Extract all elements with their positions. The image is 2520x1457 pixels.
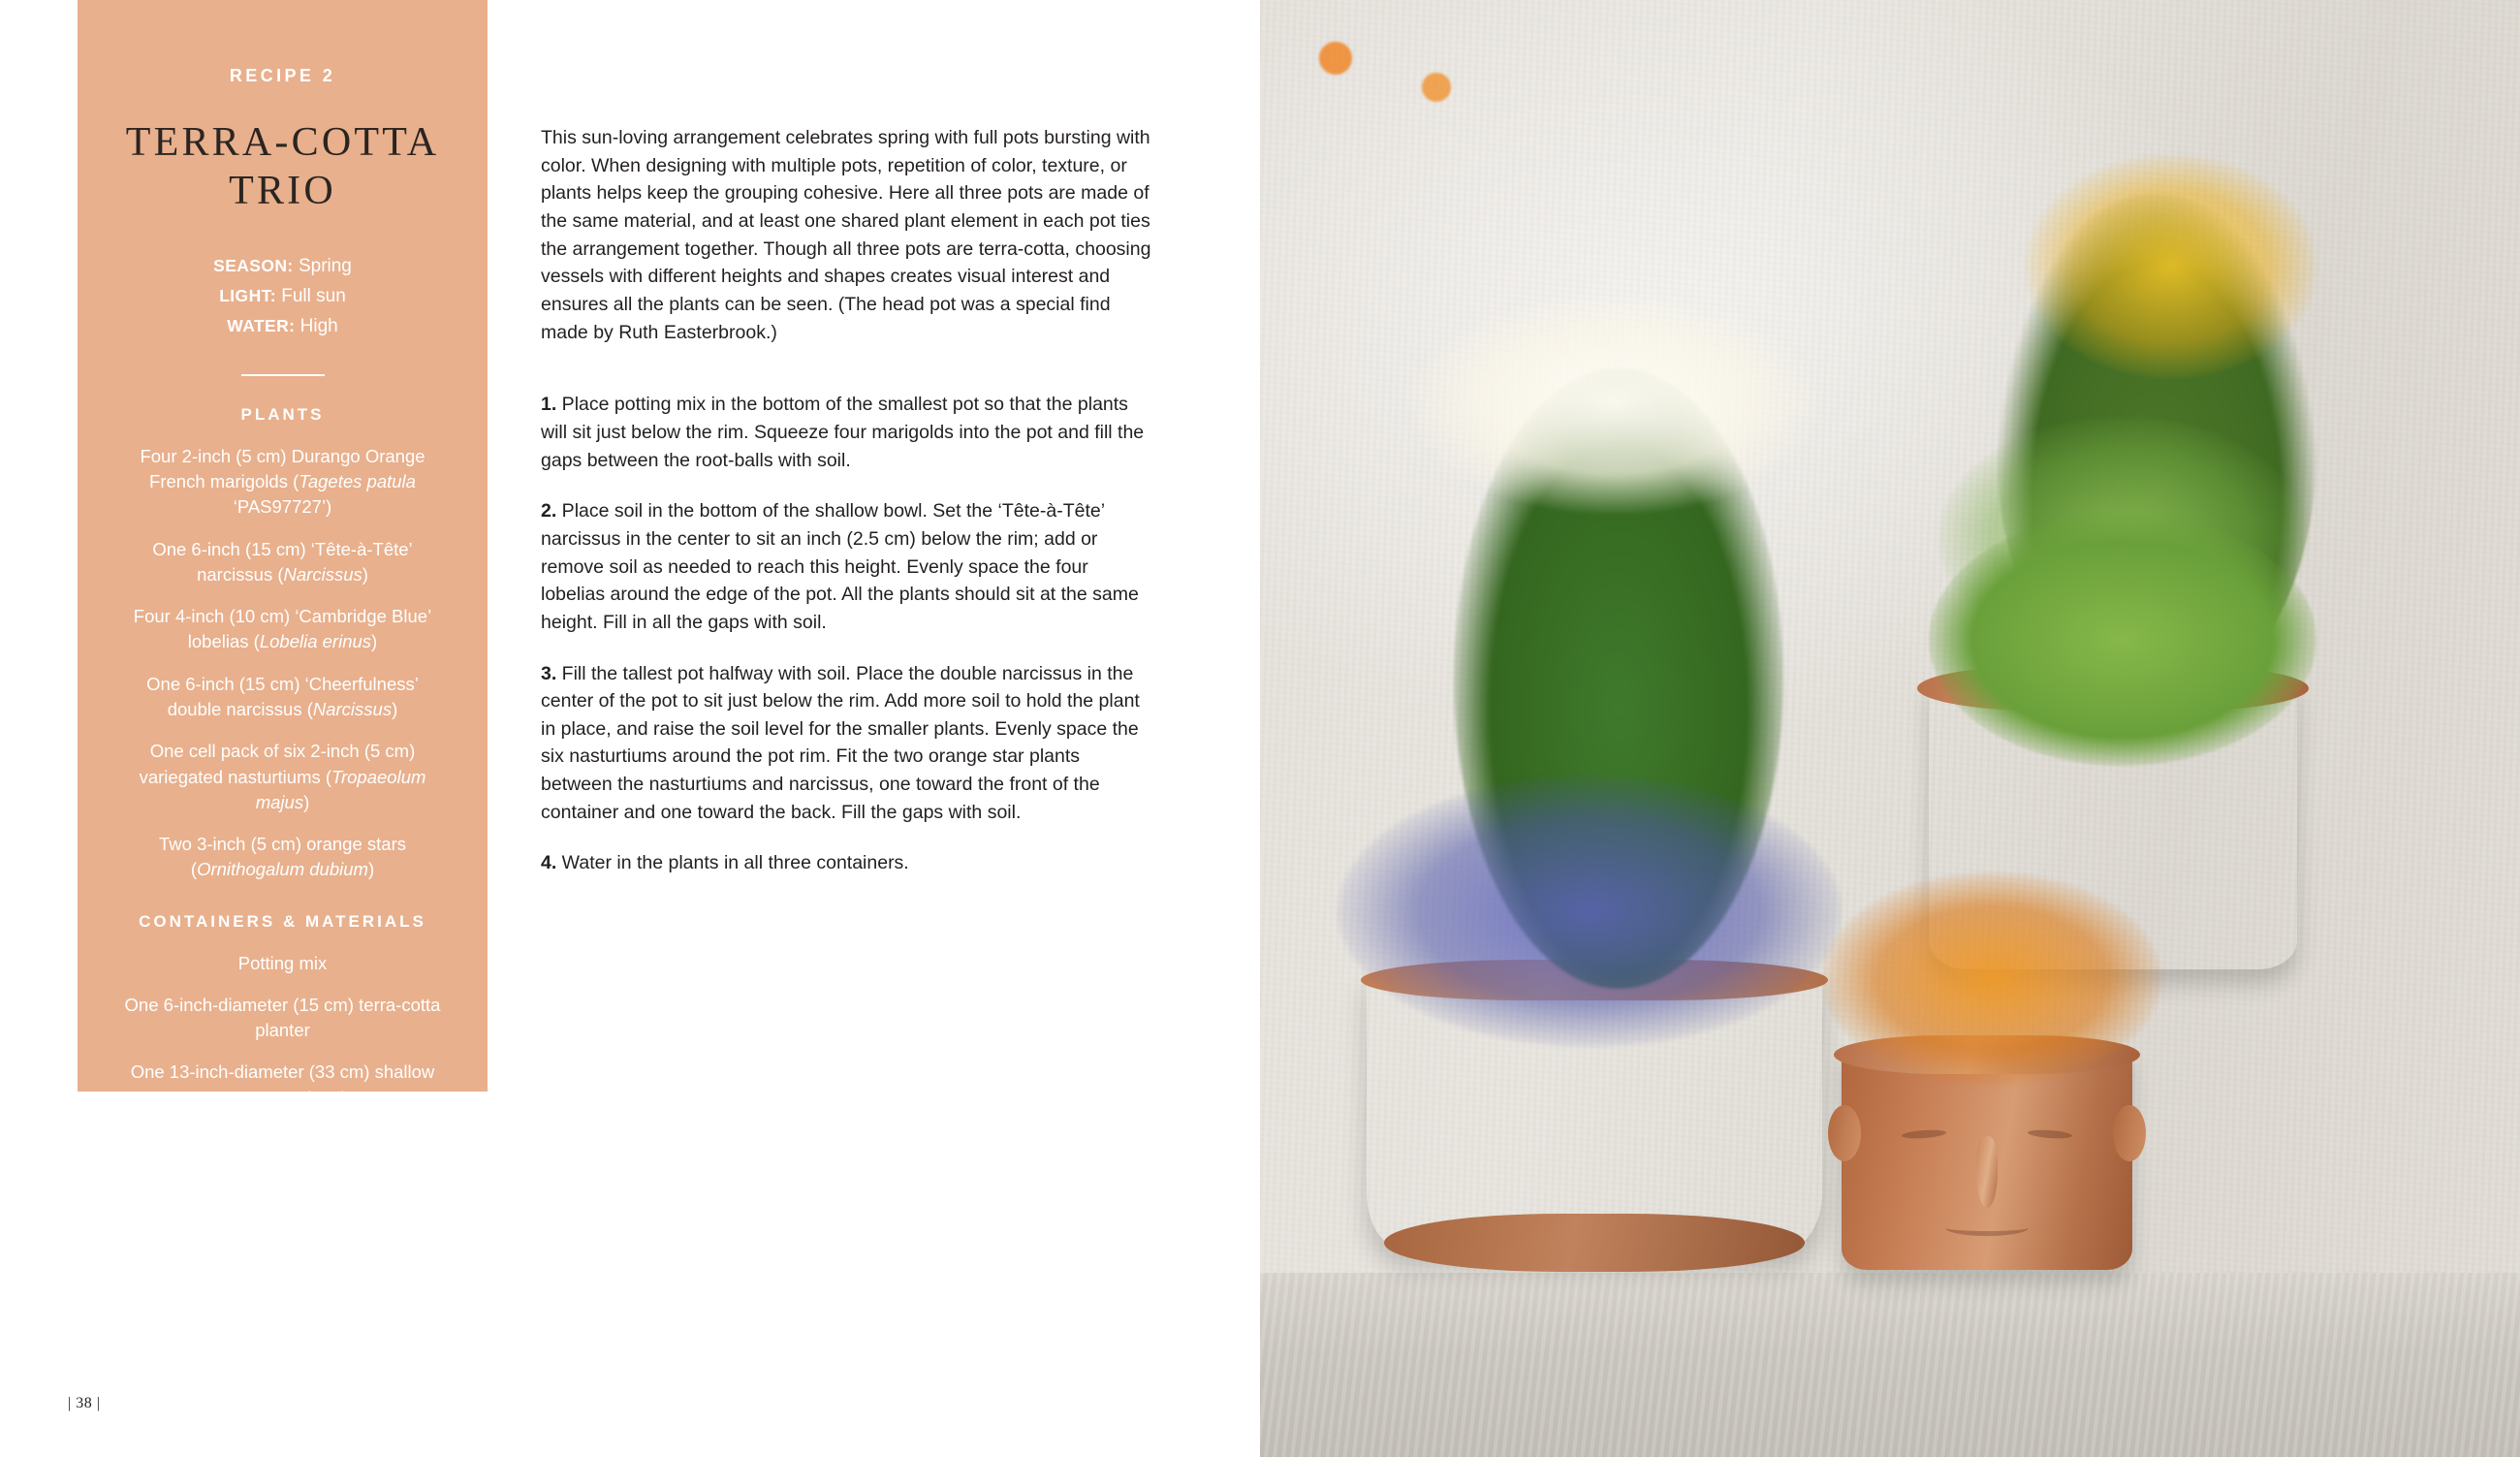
- list-item: [124, 444, 441, 521]
- meta-water-label: WATER:: [227, 315, 296, 335]
- plant-text: One 6-inch (15 cm) ‘Tête-à-Tête’ narcissus (: [152, 538, 413, 585]
- recipe-number: RECIPE 2: [229, 66, 336, 85]
- list-item: One 10-inch-diameter (25 cm) terra-cotta planter: [139, 1128, 426, 1176]
- head-pot-eye-right: [2028, 1128, 2072, 1139]
- plants-heading: PLANTS: [240, 404, 325, 424]
- mid-foliage: [1929, 514, 2316, 766]
- step-2-number: 2.: [541, 500, 557, 523]
- sidebar-divider: [241, 374, 325, 376]
- plant-text: One 6-inch (15 cm) ‘Cheerfulness’ double narcissus (: [146, 673, 419, 720]
- list-item: One 13-inch-diameter (33 cm) shallow terra-cotta bowl: [130, 1061, 435, 1108]
- recipe-title-line-2: TRIO: [229, 168, 336, 213]
- step-1: [541, 391, 1156, 474]
- meta-season: [124, 252, 441, 282]
- step-2-text: Place soil in the bottom of the shallow bowl. Set the ‘Tête-à-Tête’ narcissus in the center to sit an inch (2.5 cm) below the rim; add or remove soil as needed to reach this height. Evenly space the four lobelias around the edge of the pot. All the plants should sit at the same height. Fill in all the gaps with soil.: [541, 500, 1139, 633]
- step-3-text: Fill the tallest pot halfway with soil. Place the double narcissus in the center of the pot to sit just below the rim. Add more soil to hold the plant in place, and raise the soil level for the smaller plants. Evenly space the six nasturtiums around the pot rim. Fit the two orange star plants between the nasturtiums and narcissus, one toward the front of the container and one toward the back. Fill the gaps with soil.: [541, 662, 1140, 823]
- plant-text: One cell pack of six 2-inch (5 cm) variegated nasturtiums (: [139, 741, 416, 787]
- blue-lobelia-flowers: [1338, 776, 1842, 1047]
- list-item: [124, 604, 441, 655]
- meta-water-value: High: [295, 315, 338, 336]
- list-item: One 6-inch-diameter (15 cm) terra-cotta planter: [124, 994, 441, 1041]
- step-4: [541, 849, 1156, 877]
- table-surface: [1260, 1273, 2520, 1457]
- plant-botanical: Lobelia erinus: [259, 631, 372, 652]
- meta-light-label: LIGHT:: [219, 285, 276, 305]
- yellow-narcissus-flowers: [2026, 155, 2316, 378]
- plant-botanical: Ornithogalum dubium: [197, 859, 368, 880]
- plant-tail: ): [392, 699, 398, 720]
- list-item: [124, 537, 441, 588]
- white-narcissus-flowers: [1405, 291, 1822, 514]
- plant-text: Four 4-inch (10 cm) ‘Cambridge Blue’ lobelias (: [133, 606, 432, 652]
- containers-heading: CONTAINERS & MATERIALS: [139, 911, 426, 931]
- meta-light-value: Full sun: [275, 285, 346, 306]
- page-number: | 38 |: [68, 1395, 101, 1411]
- list-item: [124, 672, 441, 723]
- arrangement-photograph: [1260, 0, 2520, 1457]
- plant-tail: ): [371, 631, 378, 652]
- plant-text: Four 2-inch (5 cm) Durango Orange French marigolds (: [140, 445, 425, 492]
- plant-tail: ): [303, 791, 310, 812]
- orange-star-flowers: [1260, 0, 1512, 145]
- recipe-title-line-1: TERRA-COTTA: [125, 120, 440, 165]
- right-page-photo: [1260, 0, 2520, 1457]
- plant-tail: ‘PAS97727’): [233, 496, 332, 518]
- step-2: [541, 497, 1156, 636]
- plant-botanical: Tagetes patula: [299, 471, 416, 492]
- head-pot-ear-right: [2113, 1105, 2146, 1161]
- list-item: [124, 739, 441, 815]
- head-pot-mouth: [1945, 1219, 2029, 1236]
- recipe-sidebar: [78, 0, 488, 1176]
- meta-season-label: SEASON:: [213, 256, 294, 276]
- step-1-number: 1.: [541, 394, 557, 416]
- intro-paragraph: This sun-loving arrangement celebrates spring with full pots bursting with color. When designing with multiple pots, repetition of color, texture, or plants helps keep the grouping cohesive. Here all three pots are made of the same material, and at least one shared plant element in each pot ties the arrangement together. Though all three pots are terra-cotta, choosing vessels with different heights and shapes creates visual interest and ensures all the plants can be seen. (The head pot was a special find made by Ruth Easterbrook.): [541, 127, 1151, 343]
- orange-marigold-flowers: [1822, 872, 2161, 1086]
- meta-season-value: Spring: [293, 256, 352, 277]
- head-pot-eye-left: [1902, 1128, 1946, 1139]
- step-4-text: Water in the plants in all three containers.: [556, 852, 909, 874]
- list-item: Potting mix: [237, 952, 328, 973]
- plant-botanical: Narcissus: [283, 563, 362, 585]
- plant-botanical: Narcissus: [312, 699, 393, 720]
- list-item: [124, 832, 441, 883]
- step-1-text: Place potting mix in the bottom of the smallest pot so that the plants will sit just below the rim. Squeeze four marigolds into the pot and fill the gaps between the root-balls with soil.: [541, 394, 1145, 471]
- step-3-number: 3.: [541, 662, 557, 684]
- plant-tail: ): [367, 859, 375, 880]
- meta-water: [124, 312, 441, 342]
- head-pot-ear-left: [1828, 1105, 1861, 1161]
- page-title: [124, 119, 441, 215]
- body-column: [541, 124, 1156, 901]
- plant-text: Two 3-inch (5 cm) orange stars (: [159, 834, 406, 880]
- plant-tail: ): [362, 563, 368, 585]
- plant-botanical: Tropaeolum majus: [255, 766, 426, 812]
- step-4-number: 4.: [541, 852, 557, 874]
- meta-light: [124, 282, 441, 312]
- head-pot-nose: [1976, 1136, 1998, 1208]
- step-3: [541, 660, 1156, 827]
